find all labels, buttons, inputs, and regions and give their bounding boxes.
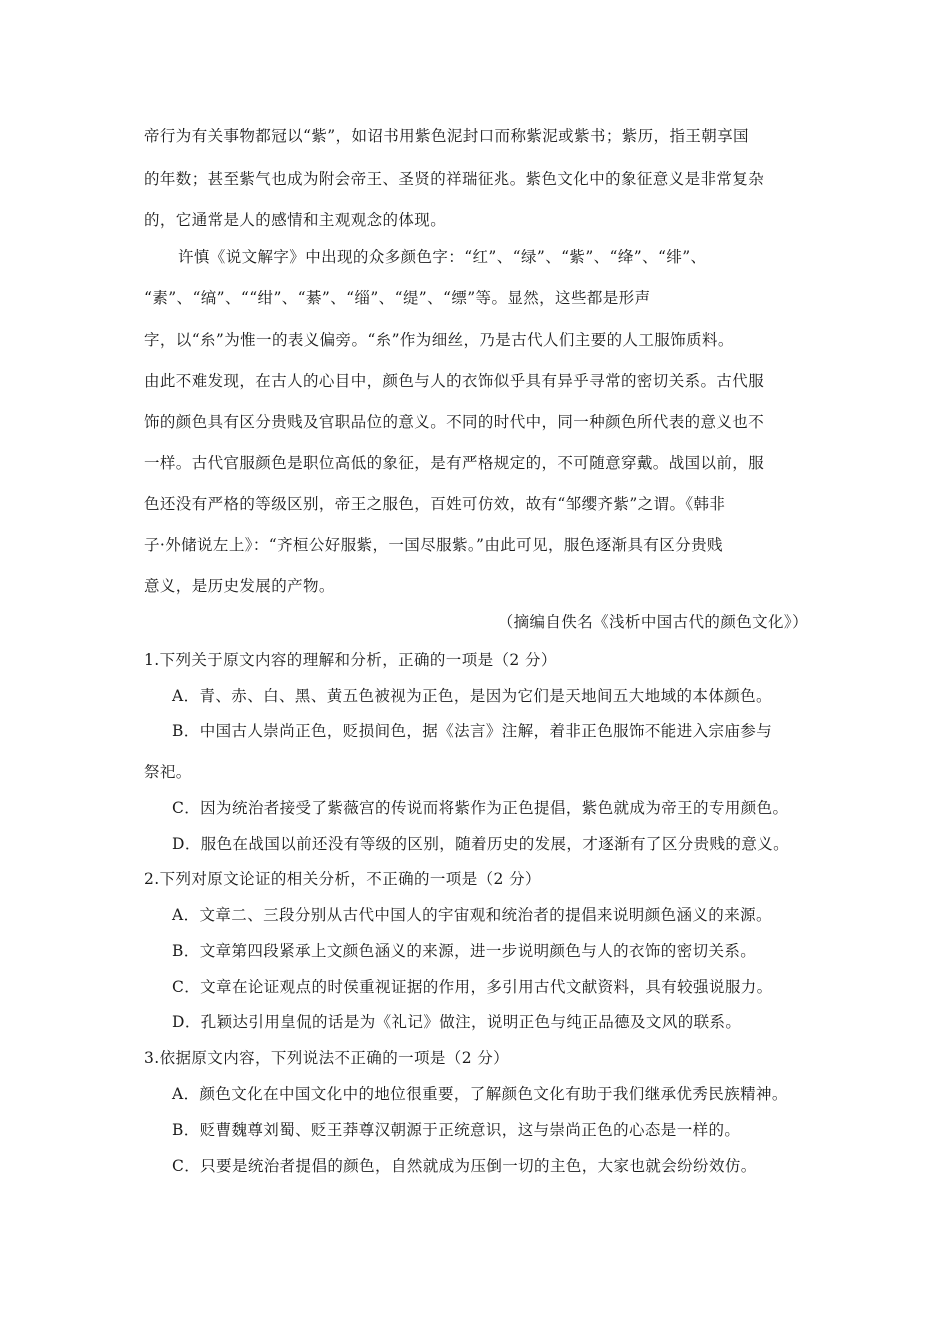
passage-line: 帝行为有关事物都冠以“紫”，如诏书用紫色泥封口而称紫泥或紫书；紫历，指王朝享国 [144,127,749,145]
option-a: A．文章二、三段分别从古代中国人的宇宙观和统治者的提倡来说明颜色涵义的来源。 [172,906,772,924]
option-d: D．孔颖达引用皇侃的话是为《礼记》做注，说明正色与纯正品德及文风的联系。 [172,1013,742,1031]
option-b: B．文章第四段紧承上文颜色涵义的来源，进一步说明颜色与人的衣饰的密切关系。 [172,942,757,960]
passage-line: 子·外储说左上》：“齐桓公好服紫，一国尽服紫。”由此可见，服色逐渐具有区分贵贱 [144,536,723,554]
question-stem: 2.下列对原文论证的相关分析，不正确的一项是（2 分） [144,870,541,888]
option-b-continuation: 祭祀。 [144,763,192,781]
option-b: B．中国古人崇尚正色，贬损间色，据《法言》注解，着非正色服饰不能进入宗庙参与 [172,722,773,740]
passage-line: 饰的颜色具有区分贵贱及官职品位的意义。不同的时代中，同一种颜色所代表的意义也不 [144,413,765,431]
passage-line: 许慎《说文解字》中出现的众多颜色字：“红”、“绿”、“紫”、“绛”、“绯”、 [178,248,707,266]
passage-line: 字，以“糸”为惟一的表义偏旁。“糸”作为细丝，乃是古代人们主要的人工服饰质料。 [144,331,734,349]
question-stem: 1.下列关于原文内容的理解和分析，正确的一项是（2 分） [144,651,557,669]
option-b: B．贬曹魏尊刘蜀、贬王莽尊汉朝源于正统意识，这与崇尚正色的心态是一样的。 [172,1121,741,1139]
passage-line: “素”、“缟”、““绀”、“綦”、“缁”、“缇”、“缥”等。显然，这些都是形声 [144,289,651,307]
passage-line: 意义，是历史发展的产物。 [144,577,335,595]
option-c: C．文章在论证观点的时侯重视证据的作用，多引用古代文献资料，具有较强说服力。 [172,978,773,996]
option-c: C．只要是统治者提倡的颜色，自然就成为压倒一切的主色，大家也就会纷纷效仿。 [172,1157,757,1175]
passage-line: 一样。古代官服颜色是职位高低的象征，是有严格规定的，不可随意穿戴。战国以前，服 [144,454,765,472]
option-a: A．颜色文化在中国文化中的地位很重要，了解颜色文化有助于我们继承优秀民族精神。 [172,1085,788,1103]
option-c: C．因为统治者接受了紫薇宫的传说而将紫作为正色提倡，紫色就成为帝王的专用颜色。 [172,799,789,817]
passage-line: 由此不难发现，在古人的心目中，颜色与人的衣饰似乎具有异乎寻常的密切关系。古代服 [144,372,765,390]
passage-line: 的年数；甚至紫气也成为附会帝王、圣贤的祥瑞征兆。紫色文化中的象征意义是非常复杂 [144,170,765,188]
passage-line: 色还没有严格的等级区别，帝王之服色，百姓可仿效，故有“邹缨齐紫”之谓。《韩非 [144,495,726,513]
source-citation: （摘编自佚名《浅析中国古代的颜色文化》） [497,613,808,631]
question-stem: 3.依据原文内容，下列说法不正确的一项是（2 分） [144,1049,510,1067]
passage-line: 的，它通常是人的感情和主观观念的体现。 [144,211,447,229]
option-d: D．服色在战国以前还没有等级的区别，随着历史的发展，才逐渐有了区分贵贱的意义。 [172,835,790,853]
option-a: A．青、赤、白、黑、黄五色被视为正色，是因为它们是天地间五大地域的本体颜色。 [172,687,772,705]
